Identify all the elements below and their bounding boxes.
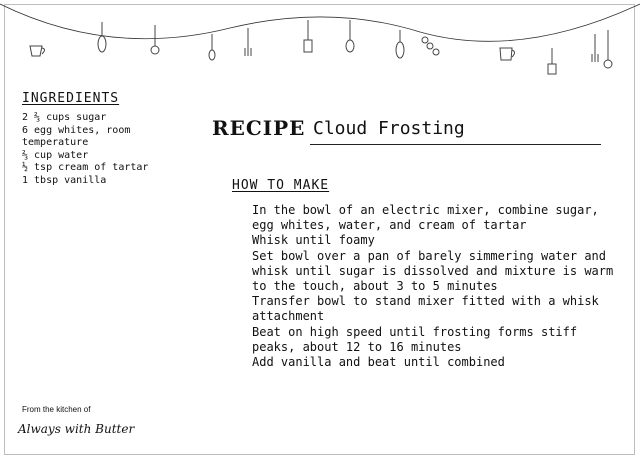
fork-icon: [592, 34, 598, 62]
mug-icon: [500, 48, 515, 60]
ingredient-item: 1 tbsp vanilla: [22, 174, 107, 186]
ingredients-list: [22, 112, 182, 187]
recipe-label: RECIPE: [212, 116, 306, 140]
whisk-icon: [396, 30, 404, 58]
kitchen-utensil-garland: [0, 0, 640, 90]
from-kitchen-label: From the kitchen of: [22, 405, 91, 414]
steps-list: [252, 203, 624, 370]
step-item: In the bowl of an electric mixer, combine sugar, egg whites, water, and cream of tartar: [252, 203, 599, 233]
ingredient-item: 6 egg whites, room temperature: [22, 124, 131, 148]
step-item: Whisk until foamy: [252, 233, 375, 248]
brand-signature: Always with Butter: [18, 422, 135, 436]
fork-icon: [245, 28, 251, 56]
whisk-icon: [98, 22, 106, 52]
teacup-icon: [30, 46, 45, 56]
ingredients-heading: INGREDIENTS: [22, 91, 120, 106]
recipe-title: Cloud Frosting: [313, 118, 465, 139]
ladle-icon: [604, 30, 612, 68]
step-item: Set bowl over a pan of barely simmering water and whisk until sugar is dissolved and mixture is warm to the touch, about 3 to 5 minutes: [252, 248, 614, 294]
ingredient-item: ½ tsp cream of tartar: [22, 162, 149, 173]
step-item: Transfer bowl to stand mixer fitted with a whisk attachment: [252, 294, 599, 324]
slotted-spoon-icon: [346, 20, 354, 52]
spatula-icon: [548, 48, 556, 74]
ingredient-item: ⅔ cup water: [22, 149, 89, 161]
ingredient-item: 2 ⅔ cups sugar: [22, 112, 107, 123]
spatula-icon: [304, 20, 312, 52]
title-underline: [310, 144, 601, 145]
measuring-spoons-icon: [422, 37, 439, 55]
spoon-icon: [209, 34, 215, 60]
ladle-icon: [151, 25, 159, 54]
step-item: Add vanilla and beat until combined: [252, 355, 505, 370]
step-item: Beat on high speed until frosting forms stiff peaks, about 12 to 16 minutes: [252, 324, 578, 354]
how-to-make-heading: HOW TO MAKE: [232, 178, 330, 193]
